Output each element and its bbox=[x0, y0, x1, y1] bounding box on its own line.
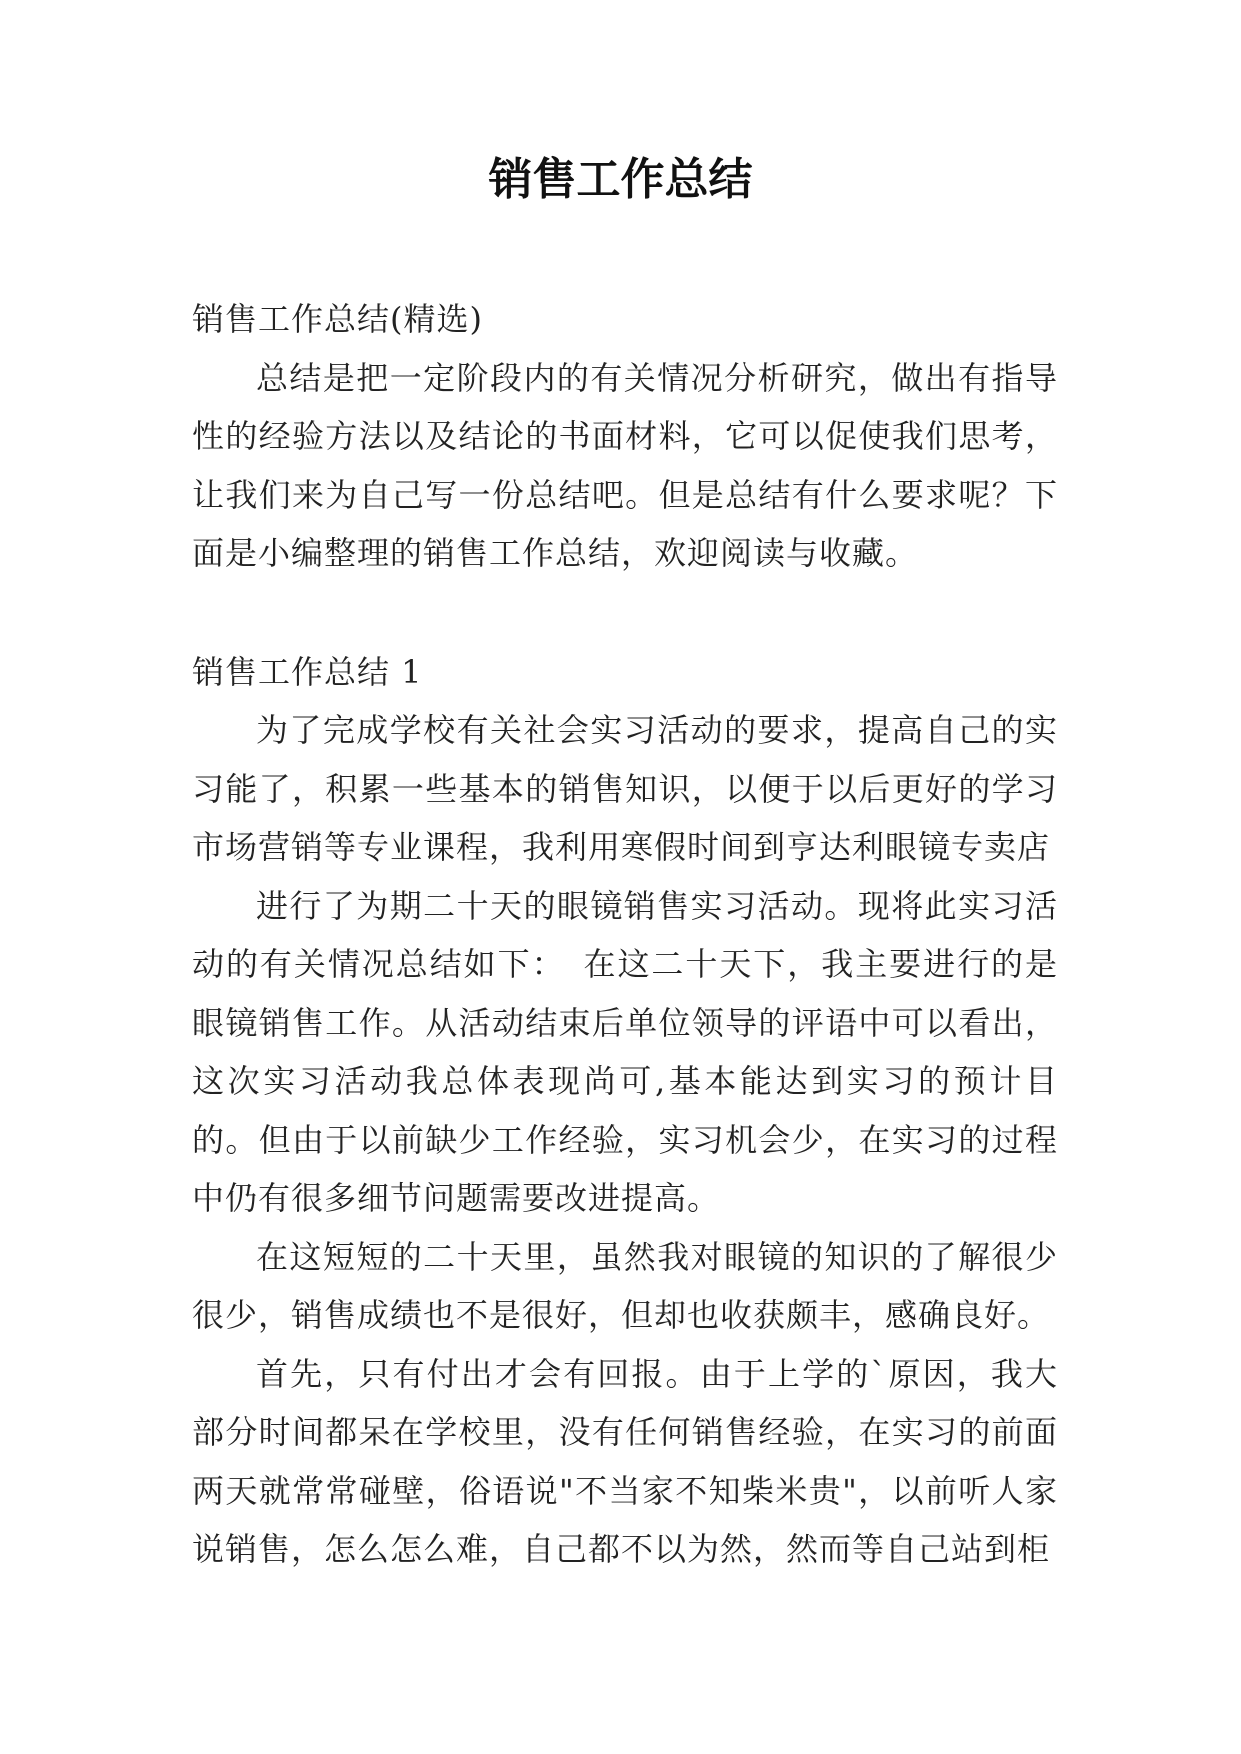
paragraph-3: 在这短短的二十天里，虽然我对眼镜的知识的了解很少很少，销售成绩也不是很好，但却也收获颇丰，感确良好。 bbox=[192, 1237, 1058, 1334]
paragraph-4: 首先，只有付出才会有回报。由于上学的`原因，我大部分时间都呆在学校里，没有任何销售经验，在实习的前面两天就常常碰壁，俗语说"不当家不知柴米贵"，以前听人家说销售，怎么怎么难，自己都不以为然，然而等自己站到柜 bbox=[192, 1354, 1058, 1568]
section-heading: 销售工作总结 1 bbox=[192, 652, 423, 691]
document-body bbox=[192, 290, 1058, 1579]
document-subtitle: 销售工作总结(精选) bbox=[192, 300, 483, 338]
paragraph-2: 进行了为期二十天的眼镜销售实习活动。现将此实习活动的有关情况总结如下： 在这二十天下，我主要进行的是眼镜销售工作。从活动结束后单位领导的评语中可以看出，这次实习活动我总体表现尚可,基本能达到实习的预计目的。但由于以前缺少工作经验，实习机会少，在实习的过程中仍有很多细节问题需要改进提高。 bbox=[192, 886, 1058, 1217]
paragraph-1: 为了完成学校有关社会实习活动的要求，提高自己的实习能了，积累一些基本的销售知识，以便于以后更好的学习市场营销等专业课程，我利用寒假时间到亨达利眼镜专卖店 bbox=[192, 711, 1058, 866]
intro-paragraph: 总结是把一定阶段内的有关情况分析研究，做出有指导性的经验方法以及结论的书面材料，它可以促使我们思考，让我们来为自己写一份总结吧。但是总结有什么要求呢？下面是小编整理的销售工作总结，欢迎阅读与收藏。 bbox=[192, 358, 1058, 572]
document-title: 销售工作总结 bbox=[488, 154, 753, 205]
section-spacer bbox=[192, 583, 1058, 643]
